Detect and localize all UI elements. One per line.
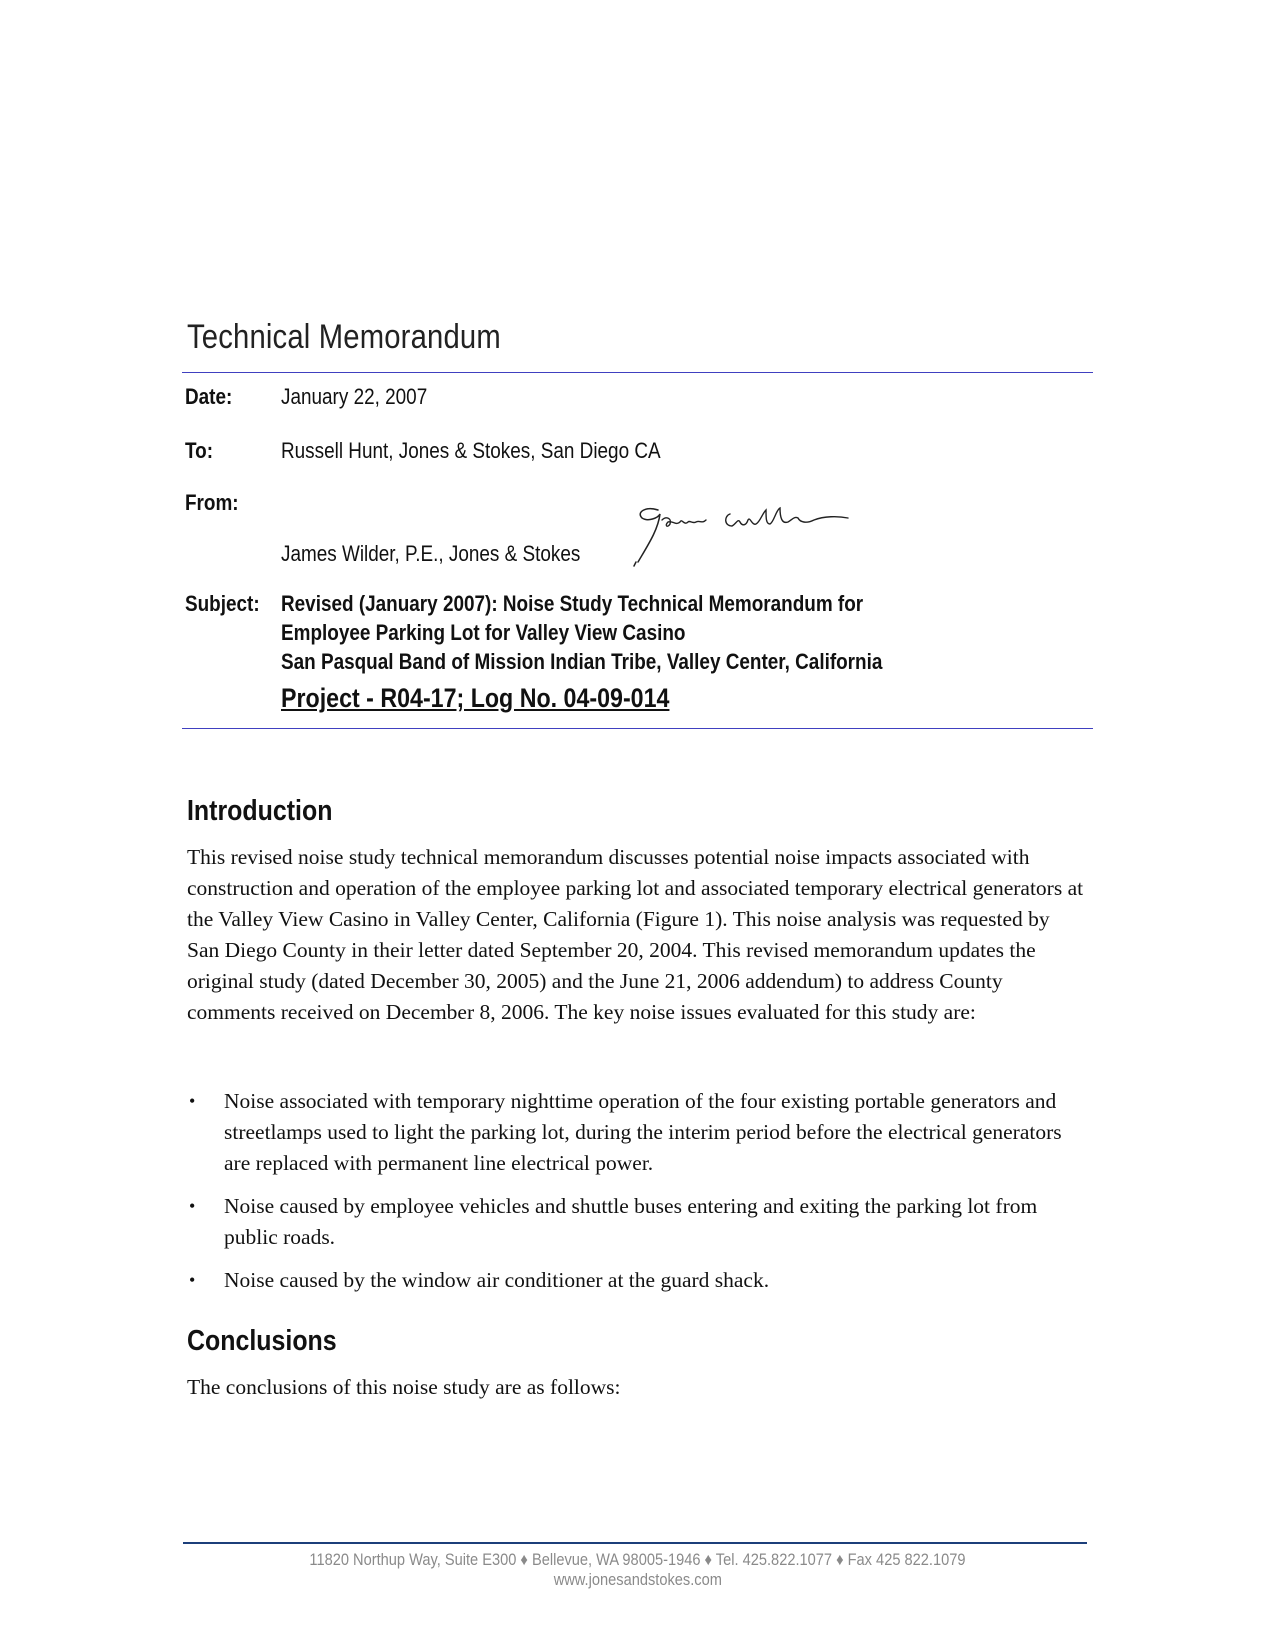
key-issues-list	[187, 1086, 1087, 1308]
subject-line-3: San Pasqual Band of Mission Indian Tribe, Valley Center, California	[281, 649, 883, 674]
footer-rule	[183, 1542, 1087, 1544]
list-item-text: Noise caused by the window air conditioner at the guard shack.	[224, 1268, 770, 1292]
subject-line-2: Employee Parking Lot for Valley View Casino	[281, 620, 686, 645]
introduction-heading: Introduction	[187, 795, 333, 827]
list-item	[187, 1191, 1087, 1253]
bullet-icon: •	[189, 1196, 196, 1216]
conclusions-paragraph: The conclusions of this noise study are as follows:	[187, 1375, 621, 1399]
memo-title: Technical Memorandum	[187, 318, 501, 356]
from-label: From:	[185, 490, 239, 515]
bullet-icon: •	[189, 1270, 196, 1290]
bullet-icon: •	[189, 1091, 196, 1111]
to-value: Russell Hunt, Jones & Stokes, San Diego CA	[281, 438, 661, 463]
date-value: January 22, 2007	[281, 384, 428, 409]
footer-address	[0, 1550, 1275, 1570]
footer-website-text: www.jonesandstokes.com	[553, 1570, 722, 1589]
signature-image	[628, 500, 858, 570]
list-item	[187, 1086, 1087, 1179]
list-item-text: Noise associated with temporary nighttime operation of the four existing portable generators and streetlamps used to light the parking lot, during the interim period before the electrical generators are replaced with permanent line electrical power.	[224, 1089, 1062, 1175]
header-bottom-rule	[182, 728, 1093, 729]
to-label: To:	[185, 438, 214, 463]
footer-website	[0, 1570, 1275, 1590]
introduction-paragraph: This revised noise study technical memorandum discusses potential noise impacts associated with construction and operation of the employee parking lot and associated temporary electrical generators at the Valley View Casino in Valley Center, California (Figure 1). This noise analysis was requested by San Diego County in their letter dated September 20, 2004. This revised memorandum updates the original study (dated December 30, 2005) and the June 21, 2006 addendum) to address County comments received on December 8, 2006. The key noise issues evaluated for this study are:	[187, 845, 1084, 1024]
subject-line-1: Revised (January 2007): Noise Study Technical Memorandum for	[281, 591, 864, 616]
list-item	[187, 1265, 1087, 1296]
subject-label: Subject:	[185, 591, 260, 616]
footer-address-text: 11820 Northup Way, Suite E300 ♦ Bellevue, WA 98005-1946 ♦ Tel. 425.822.1077 ♦ Fax 425 822.1079	[309, 1550, 966, 1569]
header-top-rule	[182, 372, 1093, 373]
date-label: Date:	[185, 384, 233, 409]
list-item-text: Noise caused by employee vehicles and shuttle buses entering and exiting the parking lot from public roads.	[224, 1194, 1038, 1249]
subject-project: Project - R04-17; Log No. 04-09-014	[281, 683, 670, 713]
conclusions-heading: Conclusions	[187, 1325, 337, 1357]
from-value: James Wilder, P.E., Jones & Stokes	[281, 541, 581, 566]
